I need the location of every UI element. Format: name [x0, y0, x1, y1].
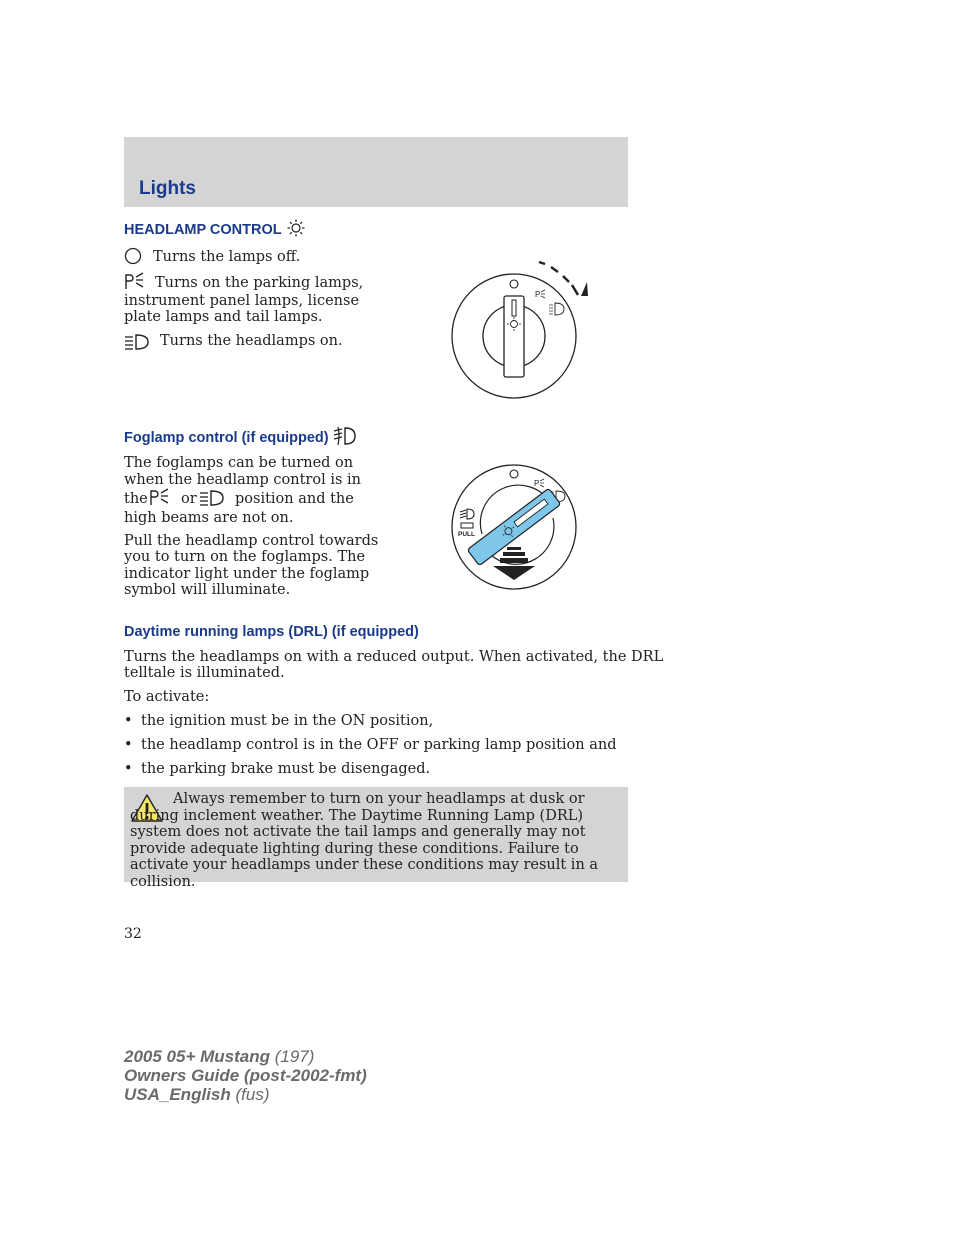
foglamp-p1-line3-a: the — [124, 491, 148, 507]
footer-line-3 — [124, 1085, 269, 1104]
headlamp-control-heading — [124, 222, 307, 238]
off-circle-icon — [124, 247, 142, 265]
svg-text:P: P — [535, 290, 541, 299]
drl-bullet-2: the headlamp control is in the OFF or parking lamp position and — [141, 737, 617, 753]
drl-heading: Daytime running lamps (DRL) (if equipped) — [124, 624, 419, 640]
foglamp-p1-line1: The foglamps can be turned on — [124, 455, 354, 471]
section-title: Lights — [139, 178, 196, 199]
parking-description-line2: instrument panel lamps, license — [124, 293, 360, 309]
foglamp-heading — [124, 430, 357, 446]
footer-model-code: (197) — [274, 1047, 315, 1066]
drl-bullet-1: the ignition must be in the ON position, — [141, 713, 434, 729]
foglamp-p2-line1: Pull the headlamp control towards — [124, 533, 379, 549]
pull-label: PULL — [458, 531, 475, 538]
drl-to-activate: To activate: — [124, 689, 210, 705]
foglamp-p1-line3-c: position and the — [235, 491, 354, 507]
off-description: Turns the lamps off. — [153, 249, 301, 265]
bullet-marker: • — [124, 761, 133, 777]
footer-guide: Owners Guide (post-2002-fmt) — [124, 1066, 367, 1085]
bullet-marker: • — [124, 737, 133, 753]
foglamp-p1-line2: when the headlamp control is in — [124, 472, 361, 488]
parking-lamp-inline-icon — [149, 488, 171, 506]
headlamps-description: Turns the headlamps on. — [160, 333, 343, 349]
page-number: 32 — [124, 926, 142, 942]
foglamp-icon — [333, 426, 357, 446]
headlamp-beam-icon — [124, 333, 150, 351]
headlamp-sun-icon — [285, 219, 307, 237]
headlamp-switch-diagram — [445, 250, 595, 405]
drl-p1-line1: Turns the headlamps on with a reduced output. When activated, the DRL — [124, 649, 664, 665]
foglamp-heading-text: Foglamp control (if equipped) — [124, 430, 329, 446]
footer-line-1 — [124, 1047, 314, 1066]
bullet-marker: • — [124, 713, 133, 729]
drl-p1-line2: telltale is illuminated. — [124, 665, 285, 681]
parking-lamp-icon — [124, 272, 146, 290]
foglamp-p1-line4: high beams are not on. — [124, 510, 294, 526]
headlamp-heading-text: HEADLAMP CONTROL — [124, 222, 282, 238]
drl-bullet-3: the parking brake must be disengaged. — [141, 761, 431, 777]
foglamp-switch-diagram — [445, 458, 595, 598]
svg-text:P: P — [534, 479, 540, 488]
parking-description-line1: Turns on the parking lamps, — [155, 275, 364, 291]
footer-locale-code: (fus) — [235, 1085, 270, 1104]
foglamp-p2-line2: you to turn on the foglamps. The — [124, 549, 366, 565]
footer-line-2 — [124, 1066, 367, 1085]
section-header-band — [124, 137, 628, 207]
warning-text: Always remember to turn on your headlamps at dusk or during inclement weather. The Daytime Running Lamp (DRL) system does not activate the tail lamps and generally may not provide adequate lighting during these conditions. Failure to activate your headlamps under these conditions may result in a collision. — [130, 791, 599, 890]
foglamp-p2-line3: indicator light under the foglamp — [124, 566, 370, 582]
footer-locale: USA_English — [124, 1085, 231, 1104]
foglamp-p2-line4: symbol will illuminate. — [124, 582, 291, 598]
parking-description-line3: plate lamps and tail lamps. — [124, 309, 323, 325]
foglamp-p1-line3-b: or — [181, 491, 197, 507]
footer-model: 2005 05+ Mustang — [124, 1047, 270, 1066]
headlamp-beam-inline-icon — [199, 489, 225, 507]
